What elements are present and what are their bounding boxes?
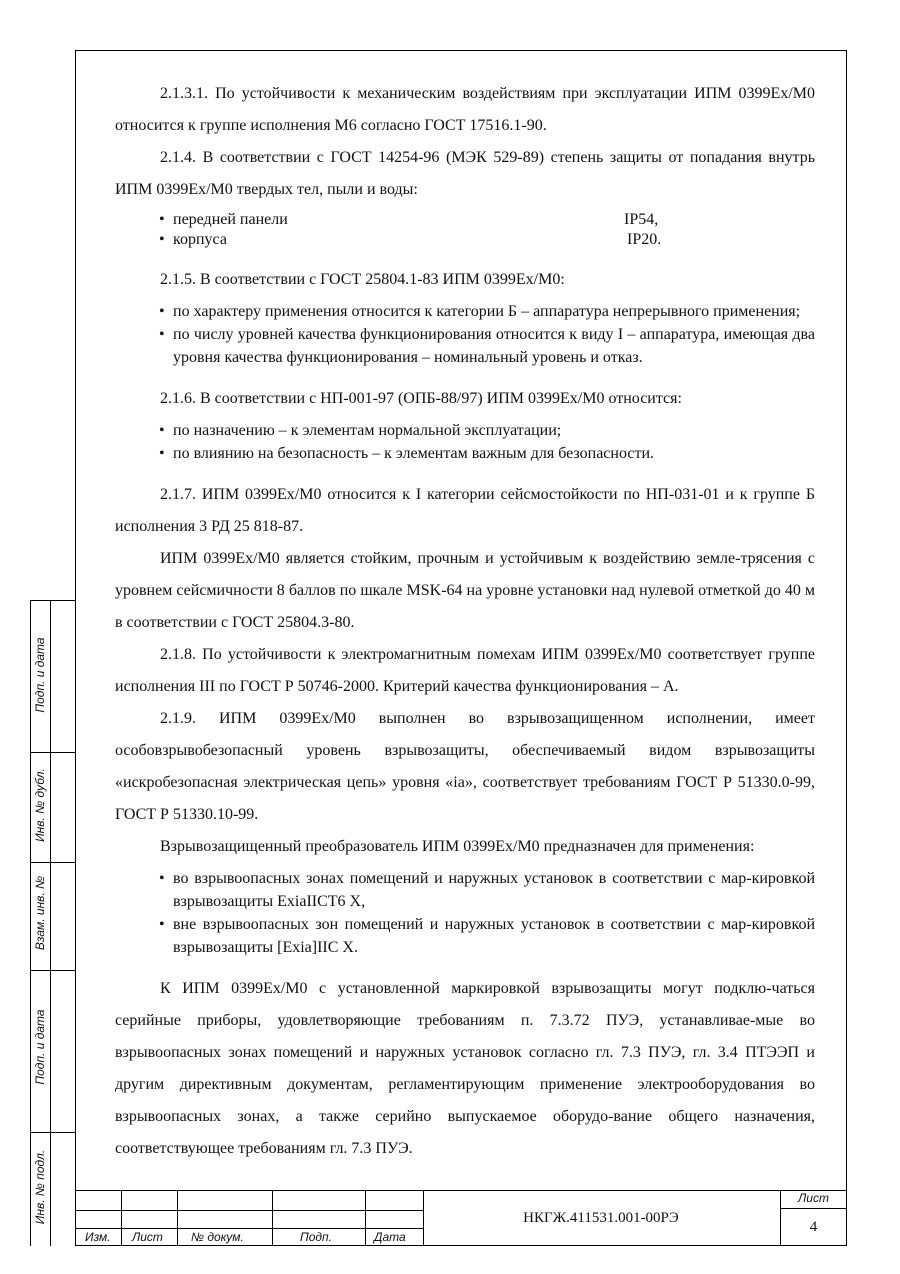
sheet-label: Лист bbox=[798, 1191, 829, 1205]
side-label-inv-podl: Инв. № подл. bbox=[33, 1149, 47, 1225]
document-number: НКГЖ.411531.001-00РЭ bbox=[523, 1210, 679, 1226]
side-label-podp-data-2: Подп. и дата bbox=[33, 1009, 47, 1085]
col-izm: Изм. bbox=[85, 1230, 111, 1244]
paragraph-2-1-7-seismic: ИПМ 0399Ex/M0 является стойким, прочным и устойчивым к воздействию земле-трясения с уровнем сейсмичности 8 баллов по шкале MSK-64 на уровне установки над нулевой отметкой до 40 м в соответствии с ГОСТ 25804.3-80. bbox=[115, 550, 815, 631]
protection-list bbox=[115, 210, 815, 250]
paragraph-2-1-9-purpose: Взрывозащищенный преобразователь ИПМ 0399Ex/M0 предназначен для применения: bbox=[160, 838, 755, 855]
document-body bbox=[115, 78, 815, 1165]
bullet-list-2-1-5 bbox=[115, 300, 815, 369]
protection-code: IP20. bbox=[627, 231, 662, 248]
paragraph-2-1-7: 2.1.7. ИПМ 0399Ex/M0 относится к I категории сейсмостойкости по НП-031-01 и к группе Б исполнения 3 РД 25 818-87. bbox=[115, 486, 815, 535]
protection-code: IP54, bbox=[624, 211, 659, 228]
list-item bbox=[159, 210, 815, 230]
paragraph-2-1-5: 2.1.5. В соответствии с ГОСТ 25804.1-83 ИПМ 0399Ex/M0: bbox=[160, 271, 565, 288]
paragraph-final: К ИПМ 0399Ex/M0 с установленной маркировкой взрывозащиты могут подклю-чаться серийные приборы, удовлетворяющие требованиям п. 7.3.72 ПУЭ, устанавливае-мые во взрывоопасных зонах помещений и наружных установок согласно гл. 7.3 ПУЭ, гл. 3.4 ПТЭЭП и другим директивным документам, регламентирующим применение электрооборудования во взрывоопасных зонах, а также серийно выпускаемое оборудо-вание общего назначения, соответствующее требованиям гл. 7.3 ПУЭ. bbox=[115, 980, 815, 1157]
title-block bbox=[75, 1190, 847, 1246]
list-item bbox=[159, 230, 815, 250]
side-label-podp-data: Подп. и дата bbox=[33, 637, 47, 713]
col-n-dokum: № докум. bbox=[191, 1230, 244, 1244]
paragraph-2-1-9: 2.1.9. ИПМ 0399Ex/M0 выполнен во взрывозащищенном исполнении, имеет особовзрывобезопасный уровень взрывозащиты, обеспечиваемый видом взрывозащиты «искробезопасная электрическая цепь» уровня «ia», соответствует требованиям ГОСТ Р 51330.0-99, ГОСТ Р 51330.10-99. bbox=[115, 710, 815, 823]
paragraph-2-1-3-1: 2.1.3.1. По устойчивости к механическим воздействиям при эксплуатации ИПМ 0399Ex/M0 относится к группе исполнения М6 согласно ГОСТ 17516.1-90. bbox=[115, 85, 815, 134]
list-item: • по характеру применения относится к категории Б – аппаратура непрерывного применения; bbox=[159, 300, 815, 323]
paragraph-2-1-6: 2.1.6. В соответствии с НП-001-97 (ОПБ-88/97) ИПМ 0399Ex/M0 относится: bbox=[160, 390, 682, 407]
list-item: • по назначению – к элементам нормальной эксплуатации; bbox=[159, 419, 815, 442]
sheet-number: 4 bbox=[809, 1219, 818, 1235]
list-item: • по числу уровней качества функционирования относится к виду I – аппаратура, имеющая два уровня качества функционирования – номинальный уровень и отказ. bbox=[159, 323, 815, 369]
list-item: • вне взрывоопасных зон помещений и наружных установок в соответствии с мар-кировкой взрывозащиты [Exia]IIC X. bbox=[159, 913, 815, 959]
col-podp: Подп. bbox=[300, 1230, 332, 1244]
paragraph-2-1-8: 2.1.8. По устойчивости к электромагнитным помехам ИПМ 0399Ex/M0 соответствует группе исполнения III по ГОСТ Р 50746-2000. Критерий качества функционирования – А. bbox=[115, 646, 815, 695]
side-label-vzam-inv: Взам. инв. № bbox=[33, 875, 47, 951]
side-label-inv-dubl: Инв. № дубл. bbox=[33, 768, 47, 842]
list-item: • во взрывоопасных зонах помещений и наружных установок в соответствии с мар-кировкой взрывозащиты ExiaIICT6 X, bbox=[159, 867, 815, 913]
paragraph-2-1-4: 2.1.4. В соответствии с ГОСТ 14254-96 (МЭК 529-89) степень защиты от попадания внутрь ИПМ 0399Ex/M0 твердых тел, пыли и воды: bbox=[115, 149, 815, 198]
list-item: • по влиянию на безопасность – к элементам важным для безопасности. bbox=[159, 442, 815, 465]
side-stamp bbox=[30, 600, 75, 1246]
protection-label: передней панели bbox=[173, 211, 288, 228]
bullet-list-2-1-9 bbox=[115, 867, 815, 959]
col-list: Лист bbox=[132, 1230, 163, 1244]
col-data: Дата bbox=[374, 1230, 406, 1244]
bullet-list-2-1-6 bbox=[115, 419, 815, 465]
protection-label: корпуса bbox=[173, 231, 227, 248]
